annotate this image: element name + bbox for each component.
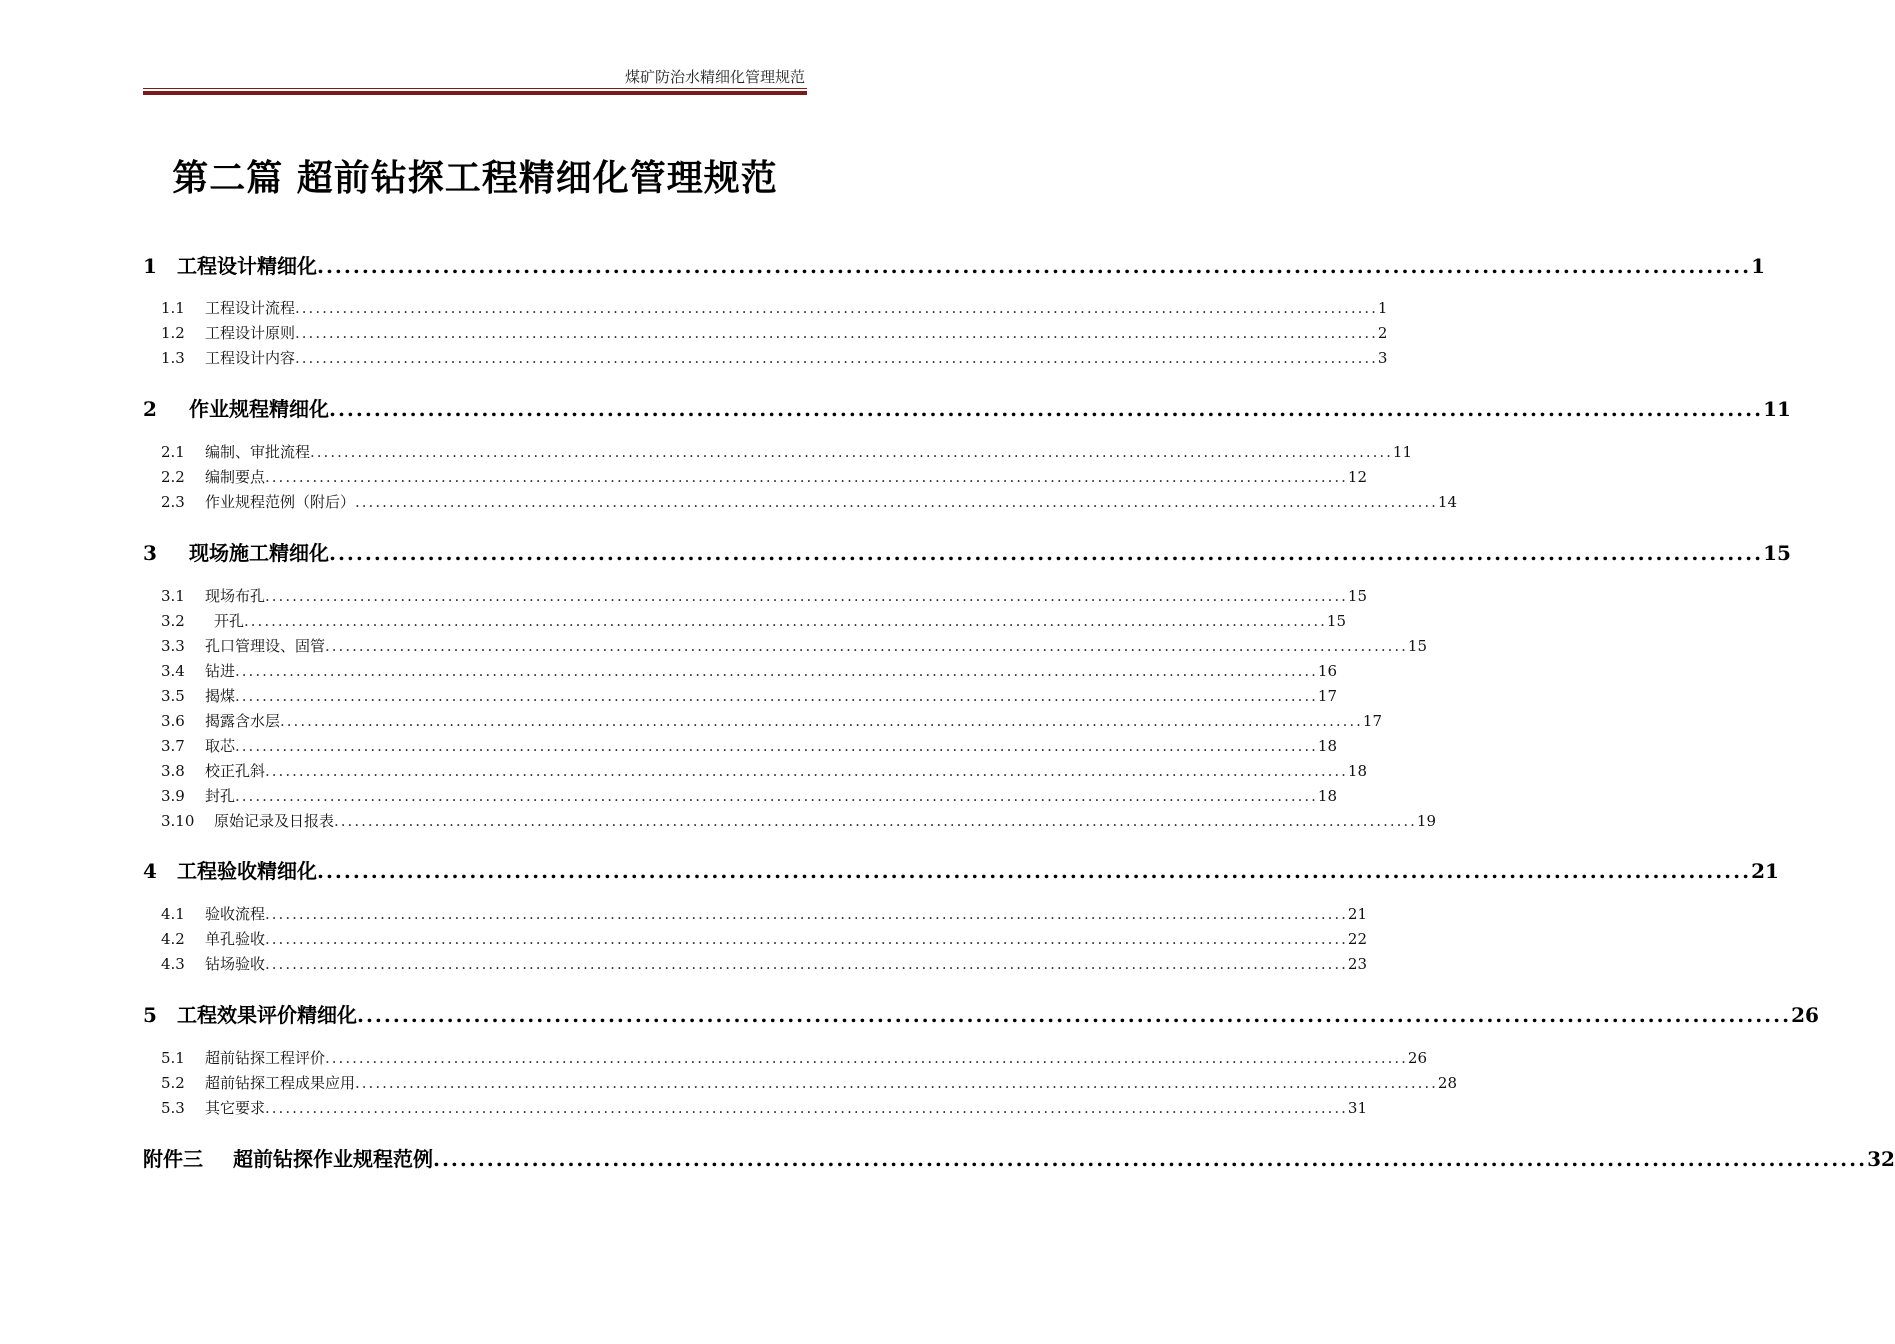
toc-entry-number: 5 xyxy=(143,1003,157,1027)
page-title: 第二篇 超前钻探工程精细化管理规范 xyxy=(172,157,778,199)
toc-entry-label: 验收流程 xyxy=(205,905,266,923)
toc-entry-page: 17 xyxy=(1317,687,1337,705)
toc-entry-label: 现场施工精细化 xyxy=(189,541,329,565)
toc-entry-number: 3.2 xyxy=(161,612,185,630)
toc-entry-label: 封孔 xyxy=(205,787,236,805)
toc-entry-label: 工程验收精细化 xyxy=(177,859,317,883)
toc-entry-number: 3.10 xyxy=(161,812,195,830)
toc-entry-number: 3.6 xyxy=(161,712,185,730)
toc-entry-number: 1 xyxy=(143,254,157,278)
toc-entry[interactable] xyxy=(143,760,1367,781)
toc-dot-leader: ................................................................................................................................................................ xyxy=(265,468,1348,486)
toc-entry-page: 19 xyxy=(1416,812,1436,830)
toc-entry-number: 3.5 xyxy=(161,687,185,705)
toc-entry-number: 2.2 xyxy=(161,468,185,486)
toc-entry-page: 26 xyxy=(1791,1003,1819,1027)
toc-entry-number: 1.3 xyxy=(161,349,185,367)
toc-entry-label: 工程设计原则 xyxy=(205,324,296,342)
toc-dot-leader: ................................................................................................................................................................ xyxy=(355,493,1438,511)
toc-entry-label: 其它要求 xyxy=(205,1099,266,1117)
toc-entry[interactable] xyxy=(143,635,1427,656)
toc-entry[interactable] xyxy=(143,785,1337,806)
toc-entry-page: 21 xyxy=(1347,905,1367,923)
toc-entry-label: 工程设计内容 xyxy=(205,349,296,367)
toc-dot-leader: ................................................................................................................................................................ xyxy=(235,787,1318,805)
toc-entry-page: 1 xyxy=(1377,299,1388,317)
toc-dot-leader: ................................................................................................................................................................ xyxy=(265,955,1348,973)
toc-entry-page: 31 xyxy=(1347,1099,1367,1117)
toc-entry-label: 编制、审批流程 xyxy=(205,443,311,461)
toc-dot-leader: ................................................................................................................................................................ xyxy=(310,443,1393,461)
toc-dot-leader: ................................................................................................................................................................ xyxy=(280,712,1363,730)
toc-dot-leader: ................................................................................................................................................................ xyxy=(244,612,1327,630)
toc-entry-number: 4.2 xyxy=(161,930,185,948)
toc-entry[interactable] xyxy=(143,393,1791,422)
toc-entry-number: 3.9 xyxy=(161,787,185,805)
toc-entry-page: 14 xyxy=(1437,493,1457,511)
toc-entry-page: 26 xyxy=(1407,1049,1427,1067)
toc-entry-number: 1.2 xyxy=(161,324,185,342)
toc-dot-leader: ................................................................................................................................................................ xyxy=(295,349,1378,367)
toc-entry-label: 超前钻探作业规程范例 xyxy=(233,1147,433,1171)
toc-dot-leader: ................................................................................................................................................................ xyxy=(265,587,1348,605)
toc-entry-page: 1 xyxy=(1751,254,1765,278)
toc-entry-label: 取芯 xyxy=(205,737,236,755)
toc-entry-number: 4 xyxy=(143,859,157,883)
toc-entry-page: 15 xyxy=(1763,541,1791,565)
toc-entry[interactable] xyxy=(143,999,1819,1028)
toc-entry[interactable] xyxy=(143,585,1367,606)
toc-entry-number: 5.1 xyxy=(161,1049,185,1067)
toc-entry-label: 孔口管理设、固管 xyxy=(205,637,326,655)
toc-entry-number: 1.1 xyxy=(161,299,185,317)
toc-entry-page: 21 xyxy=(1751,859,1779,883)
toc-entry-page: 17 xyxy=(1362,712,1382,730)
toc-entry-label: 开孔 xyxy=(214,612,245,630)
toc-entry-label: 钻进 xyxy=(205,662,236,680)
toc-entry-label: 超前钻探工程评价 xyxy=(205,1049,326,1067)
toc-entry-page: 18 xyxy=(1317,787,1337,805)
toc-entry[interactable] xyxy=(143,1072,1457,1093)
toc-dot-leader: ................................................................................................................................................................ xyxy=(433,1147,1868,1171)
toc-dot-leader: ................................................................................................................................................................ xyxy=(357,1003,1792,1027)
toc-entry-label: 钻场验收 xyxy=(205,955,266,973)
toc-entry-label: 校正孔斜 xyxy=(205,762,266,780)
toc-dot-leader: ................................................................................................................................................................ xyxy=(334,812,1417,830)
toc-dot-leader: ................................................................................................................................................................ xyxy=(317,254,1752,278)
toc-entry-number: 2 xyxy=(143,397,157,421)
toc-entry-number: 3.3 xyxy=(161,637,185,655)
toc-entry[interactable] xyxy=(143,1143,1895,1172)
toc-entry-number: 2.3 xyxy=(161,493,185,511)
toc-entry[interactable] xyxy=(143,322,1388,343)
toc-dot-leader: ................................................................................................................................................................ xyxy=(235,662,1318,680)
toc-entry-page: 11 xyxy=(1763,397,1791,421)
toc-entry[interactable] xyxy=(143,660,1337,681)
toc-entry-label: 揭煤 xyxy=(205,687,236,705)
header-rule-thin xyxy=(143,88,807,89)
toc-entry-number: 附件三 xyxy=(143,1147,203,1171)
toc-dot-leader: ................................................................................................................................................................ xyxy=(317,859,1752,883)
toc-dot-leader: ................................................................................................................................................................ xyxy=(265,905,1348,923)
toc-entry[interactable] xyxy=(143,441,1412,462)
toc-entry[interactable] xyxy=(143,250,1765,279)
toc-entry[interactable] xyxy=(143,466,1367,487)
toc-dot-leader: ................................................................................................................................................................ xyxy=(265,762,1348,780)
toc-entry-page: 18 xyxy=(1317,737,1337,755)
toc-entry-page: 18 xyxy=(1347,762,1367,780)
toc-entry-page: 15 xyxy=(1326,612,1346,630)
toc-entry-label: 编制要点 xyxy=(205,468,266,486)
toc-entry-page: 11 xyxy=(1392,443,1412,461)
toc-entry-label: 揭露含水层 xyxy=(205,712,281,730)
toc-entry-number: 2.1 xyxy=(161,443,185,461)
toc-entry-label: 工程效果评价精细化 xyxy=(177,1003,357,1027)
toc-entry-number: 3.7 xyxy=(161,737,185,755)
toc-entry-page: 32 xyxy=(1867,1147,1895,1171)
toc-dot-leader: ................................................................................................................................................................ xyxy=(265,1099,1348,1117)
toc-entry-number: 5.3 xyxy=(161,1099,185,1117)
toc-entry[interactable] xyxy=(143,297,1388,318)
toc-entry-label: 单孔验收 xyxy=(205,930,266,948)
toc-entry[interactable] xyxy=(143,347,1388,368)
toc-entry-page: 2 xyxy=(1377,324,1388,342)
toc-entry[interactable] xyxy=(143,1097,1367,1118)
toc-entry-number: 3 xyxy=(143,541,157,565)
toc-dot-leader: ................................................................................................................................................................ xyxy=(235,737,1318,755)
toc-dot-leader: ................................................................................................................................................................ xyxy=(265,930,1348,948)
toc-entry-label: 作业规程精细化 xyxy=(189,397,329,421)
toc-dot-leader: ................................................................................................................................................................ xyxy=(325,1049,1408,1067)
header-rule-thick xyxy=(143,91,807,95)
toc-dot-leader: ................................................................................................................................................................ xyxy=(329,541,1764,565)
toc-entry-page: 15 xyxy=(1407,637,1427,655)
toc-entry[interactable] xyxy=(143,685,1337,706)
toc-dot-leader: ................................................................................................................................................................ xyxy=(325,637,1408,655)
toc-entry-number: 3.8 xyxy=(161,762,185,780)
toc-entry[interactable] xyxy=(143,953,1367,974)
toc-entry-page: 16 xyxy=(1317,662,1337,680)
toc-entry-number: 3.1 xyxy=(161,587,185,605)
toc-dot-leader: ................................................................................................................................................................ xyxy=(235,687,1318,705)
toc-dot-leader: ................................................................................................................................................................ xyxy=(355,1074,1438,1092)
toc-entry[interactable] xyxy=(143,710,1382,731)
toc-entry[interactable] xyxy=(143,610,1346,631)
toc-entry[interactable] xyxy=(143,537,1791,566)
toc-entry[interactable] xyxy=(143,1047,1427,1068)
toc-entry-label: 工程设计精细化 xyxy=(177,254,317,278)
toc-entry-page: 15 xyxy=(1347,587,1367,605)
toc-entry[interactable] xyxy=(143,903,1367,924)
toc-entry[interactable] xyxy=(143,810,1436,831)
toc-entry-number: 3.4 xyxy=(161,662,185,680)
toc-dot-leader: ................................................................................................................................................................ xyxy=(295,299,1378,317)
toc-entry-page: 22 xyxy=(1347,930,1367,948)
toc-entry[interactable] xyxy=(143,928,1367,949)
toc-entry[interactable] xyxy=(143,735,1337,756)
toc-entry[interactable] xyxy=(143,491,1457,512)
toc-entry-page: 23 xyxy=(1347,955,1367,973)
running-header-title: 煤矿防治水精细化管理规范 xyxy=(624,68,805,86)
toc-entry-label: 现场布孔 xyxy=(205,587,266,605)
toc-entry-label: 原始记录及日报表 xyxy=(214,812,335,830)
toc-entry-label: 超前钻探工程成果应用 xyxy=(205,1074,356,1092)
toc-entry-page: 3 xyxy=(1377,349,1388,367)
toc-entry-page: 28 xyxy=(1437,1074,1457,1092)
toc-entry[interactable] xyxy=(143,855,1779,884)
toc-dot-leader: ................................................................................................................................................................ xyxy=(295,324,1378,342)
toc-entry-number: 4.3 xyxy=(161,955,185,973)
toc-entry-number: 4.1 xyxy=(161,905,185,923)
toc-dot-leader: ................................................................................................................................................................ xyxy=(329,397,1764,421)
toc-entry-page: 12 xyxy=(1347,468,1367,486)
toc-entry-number: 5.2 xyxy=(161,1074,185,1092)
toc-entry-label: 工程设计流程 xyxy=(205,299,296,317)
toc-entry-label: 作业规程范例（附后） xyxy=(205,493,356,511)
